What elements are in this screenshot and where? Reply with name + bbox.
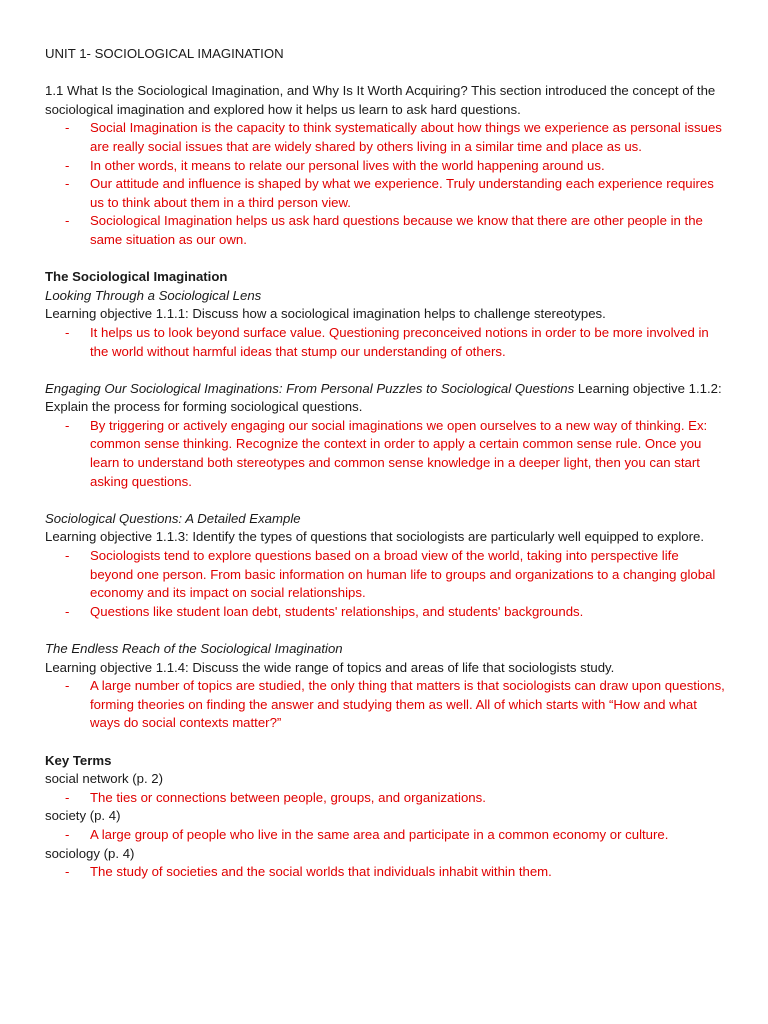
key-term-definition: - The study of societies and the social worlds that individuals inhabit within them. (90, 863, 725, 882)
key-term: society (p. 4) (45, 808, 121, 824)
learning-objective: Learning objective 1.1.4: Discuss the wide range of topics and areas of life that sociologists study. (45, 659, 615, 675)
key-term: social network (p. 2) (45, 771, 163, 787)
subsection-block (45, 380, 725, 417)
learning-objective: Learning objective 1.1.2: Explain the process for forming sociological questions. (45, 380, 722, 415)
subsection-bullet-list (45, 324, 725, 361)
list-item: - Sociological Imagination helps us ask hard questions because we know that there are other people in the same situation as our own. (90, 212, 725, 249)
subsection-title: The Endless Reach of the Sociological Imagination (45, 641, 343, 656)
subsection-title: Looking Through a Sociological Lens (45, 287, 262, 303)
subsection-bullet-list (45, 677, 725, 733)
list-item: - Social Imagination is the capacity to think systematically about how things we experience as personal issues are really social issues that are widely shared by others living in a similar time and place as us. (90, 119, 725, 156)
doc-title: UNIT 1- SOCIOLOGICAL IMAGINATION (45, 46, 284, 61)
list-item: - A large number of topics are studied, the only thing that matters is that sociologists can draw upon questions, forming theories on finding the answer and studying them as well. All of which starts with “How and what ways do social contexts matter?” (90, 677, 725, 733)
intro-paragraph: 1.1 What Is the Sociological Imagination, and Why Is It Worth Acquiring? This section introduced the concept of the sociological imagination and explored how it helps us learn to ask hard questions. (45, 83, 716, 117)
learning-objective: Learning objective 1.1.1: Discuss how a sociological imagination helps to challenge stereotypes. (45, 306, 606, 322)
list-item: - Our attitude and influence is shaped by what we experience. Truly understanding each experience requires us to think about them in a third person view. (90, 175, 725, 212)
learning-objective: Learning objective 1.1.3: Identify the types of questions that sociologists are particularly well equipped to explore. (45, 529, 705, 545)
key-terms-heading: Key Terms (45, 752, 112, 768)
key-term-definition-list (45, 863, 725, 882)
key-term-definition-list (45, 789, 725, 808)
subsection-bullet-list (45, 417, 725, 491)
key-term-definition: - A large group of people who live in the same area and participate in a common economy or culture. (90, 826, 725, 845)
key-term: sociology (p. 4) (45, 845, 135, 861)
key-term-definition-list (45, 826, 725, 845)
subsection-bullet-list (45, 547, 725, 621)
list-item: - Questions like student loan debt, students' relationships, and students' backgrounds. (90, 603, 725, 622)
key-term-definition: - The ties or connections between people, groups, and organizations. (90, 789, 725, 808)
list-item: - Sociologists tend to explore questions based on a broad view of the world, taking into perspective life beyond one person. From basic information on human life to groups and organizations to a changing global economy and its impact on social relationships. (90, 547, 725, 603)
list-item: - It helps us to look beyond surface value. Questioning preconceived notions in order to be more involved in the world without harmful ideas that stump our understanding of others. (90, 324, 725, 361)
list-item: - In other words, it means to relate our personal lives with the world happening around us. (90, 157, 725, 176)
intro-bullet-list (45, 119, 725, 249)
subsection-title: Engaging Our Sociological Imaginations: From Personal Puzzles to Sociological Questions (45, 380, 575, 396)
list-item: - By triggering or actively engaging our social imaginations we open ourselves to a new way of thinking. Ex: common sense thinking. Recognize the context in order to apply a certain common sense rule. Once you learn to understand both stereotypes and common sense knowledge in a deeper light, then you can start asking questions. (90, 417, 725, 491)
subsection-title: Sociological Questions: A Detailed Example (45, 510, 301, 526)
document-page (45, 45, 725, 882)
section-heading: The Sociological Imagination (45, 269, 228, 285)
